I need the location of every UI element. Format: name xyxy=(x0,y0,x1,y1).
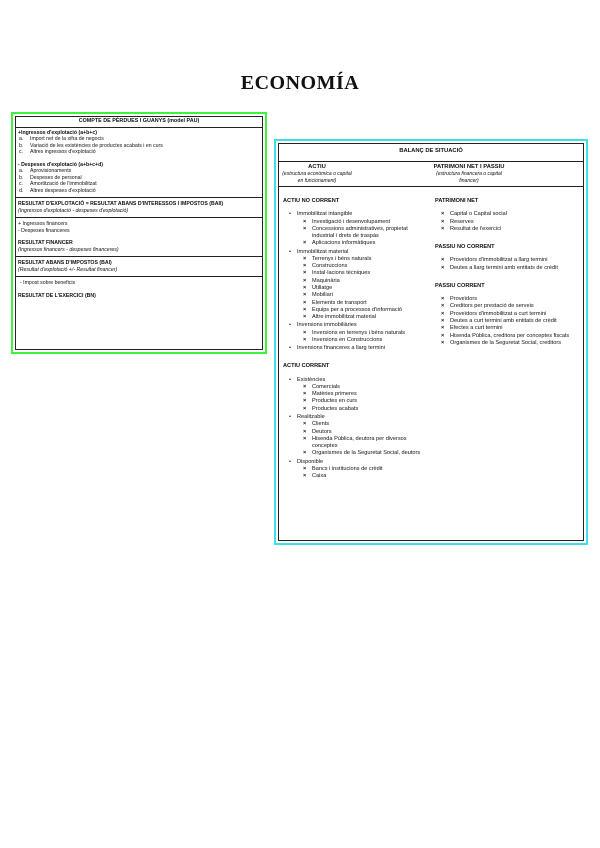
actiu-corrent-subitem: × Organismes de la Seguretat Social, deutors xyxy=(303,450,427,457)
actiu-corrent-item-label: Disponible xyxy=(297,458,324,465)
despeses-item-marker: c. xyxy=(19,181,24,188)
passiu-column xyxy=(431,187,583,486)
resultat-financer-formula: (Ingressos financers - despeses financeres) xyxy=(18,246,119,253)
actiu-no-corrent-subitem-list xyxy=(297,330,427,345)
actiu-corrent-subitem-list xyxy=(297,421,427,457)
page-title: ECONOMÍA xyxy=(240,72,360,94)
actiu-corrent-subitem-list xyxy=(297,384,427,413)
actiu-corrent-subitem-list xyxy=(297,466,427,481)
actiu-no-corrent-item-label: Inversions immobiliàries xyxy=(297,322,357,329)
passiu-group-heading: PATRIMONI NET xyxy=(435,198,479,205)
actiu-subtitle: (estructura econòmica o capital en funcionament) xyxy=(282,171,352,184)
resultat-exercici-heading: RESULTAT DE L'EXERCICI (BN) xyxy=(18,292,96,299)
actiu-title: ACTIU xyxy=(308,163,326,170)
despeses-list xyxy=(18,168,260,194)
passiu-item: × Deutes a curt termini amb entitats de crèdit xyxy=(441,318,579,325)
despeses-item-label: Amortització de l'immobilitzat xyxy=(30,181,97,188)
despeses-item-marker: b. xyxy=(19,174,24,181)
actiu-no-corrent-subitem: × Construccions xyxy=(303,263,427,270)
actiu-corrent-subitem: × Clients xyxy=(303,421,427,428)
passiu-item: × Proveïdors d'immobilitzat a curt termini xyxy=(441,311,579,318)
passiu-group-heading: PASSIU NO CORRENT xyxy=(435,244,495,251)
actiu-no-corrent-item xyxy=(289,211,427,247)
passiu-item: × Proveïdors d'immobilitzat a llarg termini xyxy=(441,257,579,264)
balance-sheet-header: BALANÇ DE SITUACIÓ xyxy=(279,144,583,162)
ingressos-list xyxy=(18,136,260,156)
despeses-financeres-line: - Despeses financeres xyxy=(18,227,70,234)
passiu-group-list xyxy=(435,296,579,347)
passiu-item: × Reserves xyxy=(441,219,579,226)
ingressos-item-marker: b. xyxy=(19,142,24,149)
despeses-item xyxy=(18,188,260,195)
ingressos-item-label: Import net de la xifra de negocis xyxy=(30,136,104,143)
actiu-no-corrent-subitem: × Concessions administratives, propietat industrial i drets de traspàs xyxy=(303,226,427,241)
passiu-group-list xyxy=(435,211,579,233)
passiu-subtitle: (estructura financera o capital financer) xyxy=(436,171,502,184)
actiu-corrent-item-label: Realitzable xyxy=(297,413,325,420)
passiu-group-list xyxy=(435,257,579,272)
despeses-heading: - Despeses d'explotació (a+b+c+d) xyxy=(18,161,103,168)
passiu-item: × Capital o Capital social xyxy=(441,211,579,218)
resultat-financer-heading: RESULTAT FINANCER xyxy=(18,240,73,247)
actiu-no-corrent-item xyxy=(289,322,427,344)
impost-line: - Impost sobre beneficis xyxy=(20,280,76,287)
actiu-no-corrent-subitem: × Investigació i desenvolupament xyxy=(303,219,427,226)
ingressos-item-label: Variació de les existències de productes acabats i en curs xyxy=(30,142,163,149)
despeses-item-marker: a. xyxy=(19,168,24,175)
actiu-no-corrent-item-label: Immobilitzat intangible xyxy=(297,211,353,218)
actiu-no-corrent-subitem: × Instal·lacions tècniques xyxy=(303,270,427,277)
ingressos-item-marker: c. xyxy=(19,149,24,156)
despeses-item-label: Aprovisionaments xyxy=(30,168,72,175)
ingressos-item-label: Altres ingressos d'explotació xyxy=(30,149,96,156)
despeses-item-marker: d. xyxy=(19,187,24,194)
ingressos-heading: +Ingressos d'explotació (a+b+c) xyxy=(18,129,97,136)
despeses-item-label: Altres despeses d'explotació xyxy=(30,187,96,194)
despeses-item-label: Despeses de personal xyxy=(30,174,82,181)
actiu-corrent-heading: ACTIU CORRENT xyxy=(283,363,330,370)
passiu-item: × Hisenda Pública, creditora per conceptes fiscals xyxy=(441,333,579,340)
actiu-no-corrent-subitem: × Altre immobilitzat material xyxy=(303,314,427,321)
actiu-corrent-subitem: × Productes en curs xyxy=(303,398,427,405)
actiu-column xyxy=(279,187,431,486)
actiu-no-corrent-item xyxy=(289,249,427,322)
actiu-corrent-item xyxy=(289,377,427,413)
passiu-item: × Efectes a curt termini xyxy=(441,325,579,332)
actiu-corrent-subitem: × Comercials xyxy=(303,384,427,391)
resultat-explotacio-heading: RESULTAT D'EXPLOTACIÓ = RESULTAT ABANS D'INTERESSOS I IMPOSTOS (BAII) xyxy=(18,201,224,208)
resultat-bai-formula: (Resultat d'explotació +/- Resultat financer) xyxy=(18,266,118,273)
actiu-no-corrent-subitem: × Inversions en Construccions xyxy=(303,337,427,344)
actiu-no-corrent-subitem: × Aplicacions informàtiques xyxy=(303,240,427,247)
actiu-corrent-subitem: × Caixa xyxy=(303,473,427,480)
actiu-no-corrent-subitem: × Elements de transport xyxy=(303,300,427,307)
actiu-no-corrent-subitem: × Inversions en terrenys i béns naturals xyxy=(303,330,427,337)
passiu-group-heading: PASSIU CORRENT xyxy=(435,282,485,289)
balance-sheet-panel xyxy=(274,139,588,545)
actiu-no-corrent-subitem: × Terrenys i béns naturals xyxy=(303,256,427,263)
actiu-corrent-subitem: × Hisenda Pública, deutora per diversos conceptes xyxy=(303,436,427,451)
actiu-corrent-list xyxy=(283,377,427,481)
passiu-item: × Resultat de l'exercici xyxy=(441,226,579,233)
actiu-no-corrent-item-label: Immobilitzat material xyxy=(297,248,349,255)
actiu-no-corrent-item xyxy=(289,345,427,352)
actiu-no-corrent-subitem-list xyxy=(297,256,427,321)
actiu-no-corrent-subitem: × Mobiliari xyxy=(303,292,427,299)
actiu-corrent-item xyxy=(289,459,427,481)
passiu-item: × Deutes a llarg termini amb entitats de crèdit xyxy=(441,265,579,272)
passiu-item: × Organismes de la Seguretat Social, creditors xyxy=(441,340,579,347)
actiu-corrent-item xyxy=(289,414,427,458)
resultat-bai-heading: RESULTAT ABANS D'IMPOSTOS (BAI) xyxy=(18,260,112,267)
actiu-corrent-subitem: × Matèries primeres xyxy=(303,391,427,398)
ingressos-financers-line: + Ingressos financers xyxy=(18,221,68,228)
actiu-corrent-subitem: × Deutors xyxy=(303,429,427,436)
passiu-title: PATRIMONI NET I PASSIU xyxy=(433,163,505,170)
actiu-no-corrent-subitem: × Utillatge xyxy=(303,285,427,292)
actiu-no-corrent-subitem: × Maquinària xyxy=(303,278,427,285)
actiu-no-corrent-list xyxy=(283,211,427,352)
actiu-no-corrent-item-label: Inversions financeres a llarg termini xyxy=(297,345,385,352)
resultat-explotacio-formula: (Ingressos d'explotació - despeses d'explotació) xyxy=(18,207,129,214)
actiu-corrent-item-label: Existències xyxy=(297,376,326,383)
actiu-no-corrent-subitem-list xyxy=(297,219,427,248)
actiu-corrent-subitem: × Productes acabats xyxy=(303,406,427,413)
actiu-corrent-subitem: × Bancs i institucions de crèdit xyxy=(303,466,427,473)
passiu-item: × Proveïdors xyxy=(441,296,579,303)
income-statement-header: COMPTE DE PÈRDUES I GUANYS (model PAU) xyxy=(16,117,262,128)
ingressos-item-marker: a. xyxy=(19,136,24,143)
passiu-item: × Creditors per prestació de serveis xyxy=(441,303,579,310)
actiu-no-corrent-heading: ACTIU NO CORRENT xyxy=(283,198,340,205)
income-statement-panel xyxy=(11,112,267,354)
actiu-no-corrent-subitem: × Equips per a processos d'informació xyxy=(303,307,427,314)
